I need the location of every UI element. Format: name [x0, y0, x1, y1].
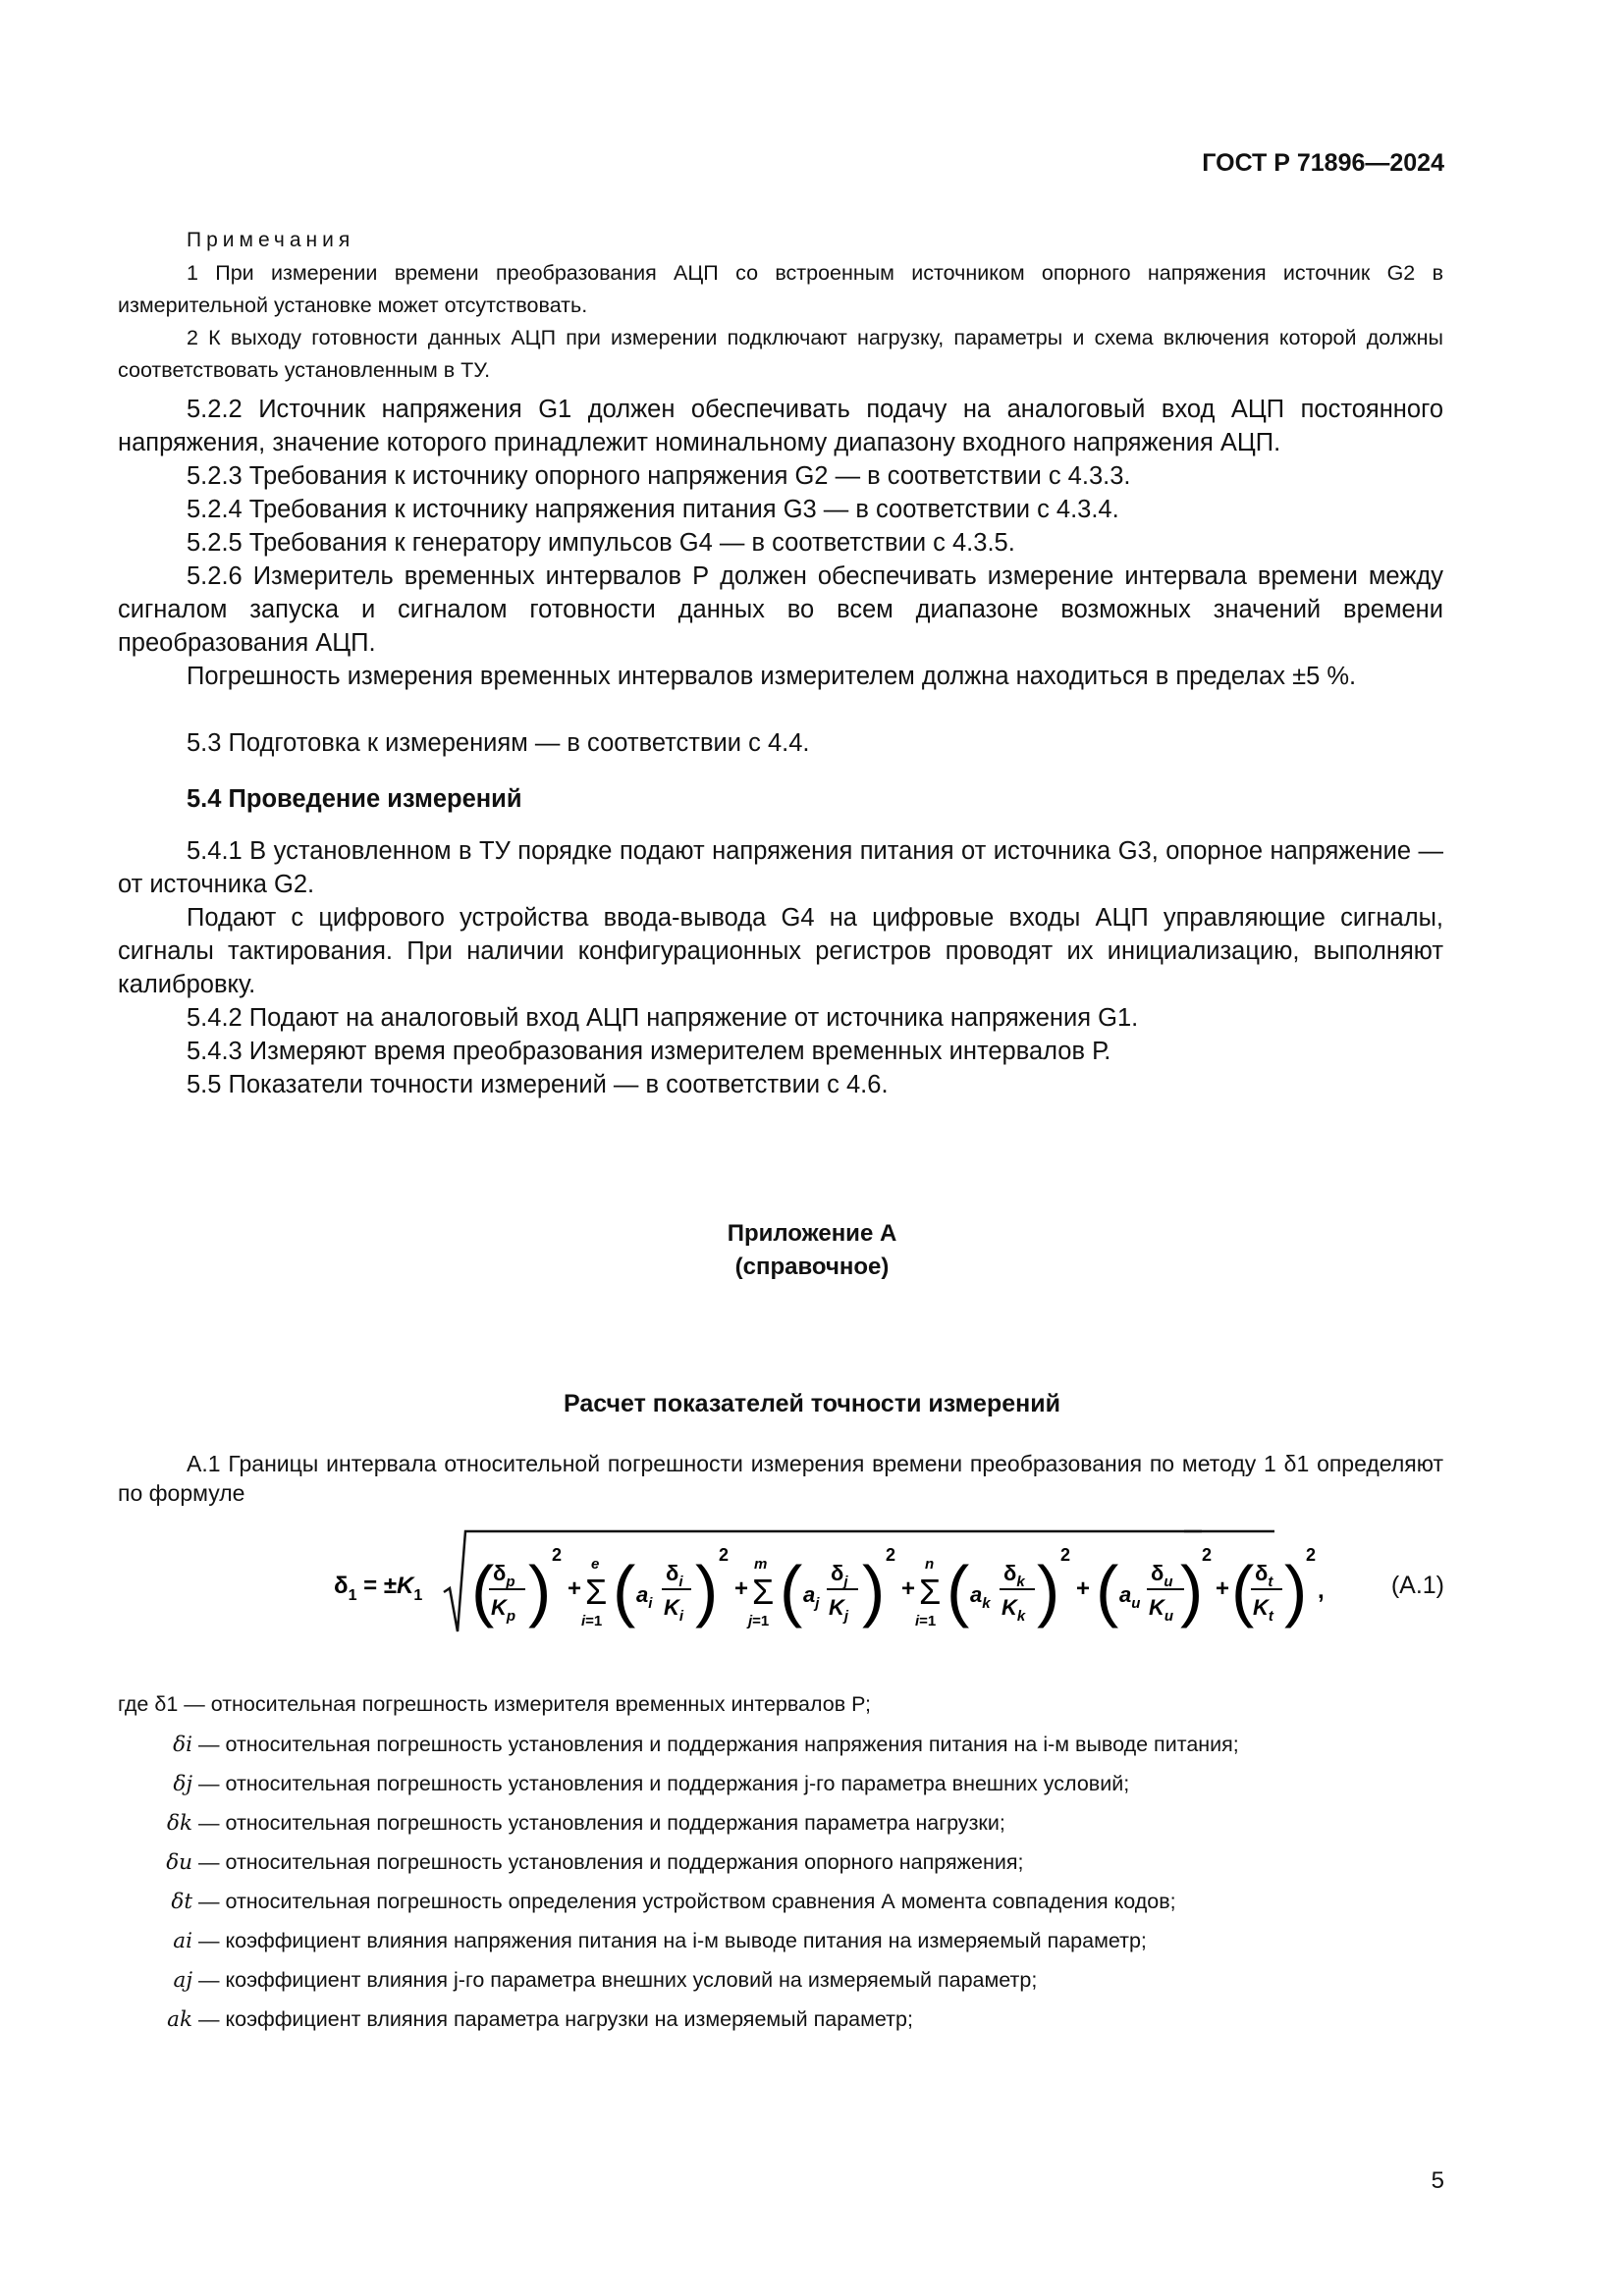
section-heading-5-4: 5.4 Проведение измерений	[187, 785, 522, 813]
legend-item: ak — коэффициент влияния параметра нагрузки на измеряемый параметр;	[167, 2007, 913, 2032]
svg-text:2: 2	[552, 1545, 563, 1565]
paragraph-5-2-6-accuracy: Погрешность измерения временных интервалов измерителем должна находиться в пределах ±5 %.	[187, 663, 1357, 690]
legend-item: δj — относительная погрешность установления и поддержания j-го параметра внешних условий;	[173, 1772, 1130, 1796]
svg-text:e: e	[591, 1556, 600, 1573]
svg-text:Kk: $K_k$	[1001, 1595, 1026, 1625]
notes-title: Примечания	[187, 229, 355, 251]
paragraph-5-4-3: 5.4.3 Измеряют время преобразования измерителем временных интервалов Р.	[187, 1038, 1111, 1065]
legend-item: ai — коэффициент влияния напряжения питания на i-м выводе питания на измеряемый параметр;	[173, 1929, 1147, 1953]
paragraph-5-2-4: 5.2.4 Требования к источнику напряжения питания G3 — в соответствии с 4.3.4.	[187, 496, 1119, 523]
svg-text:(: (	[471, 1552, 495, 1629]
svg-text:): )	[1284, 1552, 1308, 1629]
svg-text:+: +	[1216, 1575, 1230, 1602]
paragraph-5-2-2: 5.2.2 Источник напряжения G1 должен обеспечивать подачу на аналоговый вход АЦП постоянного напряжения, значение которого принадлежит номинальному диапазону входного напряжения АЦП.	[118, 396, 1443, 456]
note-1: 1 При измерении времени преобразования АЦП со встроенным источником опорного напряжения источник G2 в измерительной установке может отсутствовать.	[118, 261, 1443, 317]
svg-text:+: +	[901, 1575, 916, 1602]
svg-text:2: 2	[719, 1545, 730, 1565]
legend-item: δi — относительная погрешность установления и поддержания напряжения питания на i-м выводе питания;	[173, 1733, 1239, 1757]
svg-text:2: 2	[1306, 1545, 1317, 1565]
formula-lhs: $\delta_1 = \pm K_1$	[334, 1573, 423, 1604]
svg-text:): )	[1037, 1552, 1060, 1629]
legend-item: δt — относительная погрешность определения устройством сравнения А момента совпадения кодов;	[171, 1890, 1176, 1914]
svg-text:m: m	[754, 1556, 768, 1573]
legend-item: δu — относительная погрешность установления и поддержания опорного напряжения;	[166, 1850, 1024, 1875]
svg-text:δu: $\delta_u$	[1151, 1561, 1173, 1590]
appendix-title: Приложение А	[727, 1220, 897, 1247]
svg-text:i=1: i=1	[581, 1613, 603, 1629]
paragraph-a1: А.1 Границы интервала относительной погрешности измерения времени преобразования по методу 1 δ1 определяют по формуле	[118, 1451, 1443, 1506]
paragraph-5-4-2: 5.4.2 Подают на аналоговый вход АЦП напряжение от источника напряжения G1.	[187, 1004, 1139, 1032]
paragraph-5-4-1: 5.4.1 В установленном в ТУ порядке подают напряжения питания от источника G3, опорное напряжение — от источника G2.	[118, 837, 1443, 898]
legend-item: aj — коэффициент влияния j-го параметра внешних условий на измеряемый параметр;	[173, 1968, 1038, 1993]
svg-text:2: 2	[1060, 1545, 1071, 1565]
svg-text:(: (	[613, 1552, 636, 1629]
svg-text:(: (	[947, 1552, 970, 1629]
svg-text:): )	[862, 1552, 886, 1629]
svg-text:i=1: i=1	[915, 1613, 937, 1629]
equation-number: (А.1)	[1390, 1572, 1444, 1599]
svg-text:Ku: $K_u$	[1149, 1595, 1174, 1625]
legend-item: δk — относительная погрешность установления и поддержания параметра нагрузки;	[167, 1811, 1005, 1836]
term-dp: $\delta_p$	[493, 1561, 515, 1590]
svg-text:(: (	[1231, 1552, 1255, 1629]
note-2: 2 К выходу готовности данных АЦП при измерении подключают нагрузку, параметры и схема включения которой должны соответствовать установленным в ТУ.	[118, 326, 1443, 382]
paragraph-5-2-6: 5.2.6 Измеритель временных интервалов Р должен обеспечивать измерение интервала времени между сигналом запуска и сигналом готовности данных во всем диапазоне возможных значений времени преобразования АЦП.	[118, 562, 1443, 657]
svg-text:): )	[528, 1552, 552, 1629]
paragraph-5-5: 5.5 Показатели точности измерений — в соответствии с 4.6.	[187, 1071, 889, 1098]
svg-text:): )	[1180, 1552, 1204, 1629]
paragraph-5-4-1-signals: Подают с цифрового устройства ввода-вывода G4 на цифровые входы АЦП управляющие сигналы, сигналы тактирования. При наличии конфигурационных регистров проводят их инициализацию, выполняют калибровку.	[118, 904, 1443, 998]
svg-text:Ki: $K_i$	[664, 1595, 684, 1625]
document-code: ГОСТ Р 71896—2024	[1202, 149, 1444, 177]
formula-a1	[334, 1523, 1218, 1651]
svg-text:+: +	[568, 1575, 582, 1602]
svg-text:(: (	[780, 1552, 803, 1629]
svg-text:δi: $\delta_i$	[666, 1561, 683, 1590]
paragraph-5-2-3: 5.2.3 Требования к источнику опорного напряжения G2 — в соответствии с 4.3.3.	[187, 462, 1131, 490]
svg-text:j=1: j=1	[748, 1613, 770, 1629]
svg-text:,: ,	[1318, 1577, 1325, 1604]
svg-text:Kt: $K_t$	[1253, 1595, 1273, 1625]
svg-text:Σ: Σ	[585, 1572, 608, 1612]
legend-lead: где δ1 — относительная погрешность измерителя временных интервалов Р;	[118, 1692, 871, 1716]
svg-text:δk: $\delta_k$	[1003, 1561, 1025, 1590]
svg-text:): )	[695, 1552, 719, 1629]
svg-text:Σ: Σ	[919, 1572, 942, 1612]
svg-text:δj: $\delta_j$	[831, 1561, 848, 1590]
appendix-subtitle: (справочное)	[734, 1254, 890, 1280]
svg-text:2: 2	[1202, 1545, 1213, 1565]
formula-a1-tail	[1180, 1523, 1331, 1651]
svg-text:Σ: Σ	[752, 1572, 775, 1612]
svg-text:δt: $\delta_t$	[1255, 1561, 1273, 1590]
appendix-heading: Расчет показателей точности измерений	[564, 1390, 1060, 1417]
svg-text:aj: $a_j$	[803, 1582, 820, 1612]
svg-text:Kj: $K_j$	[829, 1595, 849, 1625]
svg-text:Kp: $K_p$	[491, 1595, 516, 1625]
paragraph-5-3: 5.3 Подготовка к измерениям — в соответствии с 4.4.	[187, 729, 810, 757]
svg-text:n: n	[925, 1556, 935, 1573]
page-number: 5	[1431, 2167, 1444, 2194]
svg-text:+: +	[734, 1575, 749, 1602]
svg-text:ai: $a_i$	[636, 1582, 653, 1612]
svg-text:+: +	[1076, 1575, 1091, 1602]
svg-text:2: 2	[886, 1545, 896, 1565]
svg-text:(: (	[1096, 1552, 1119, 1629]
paragraph-5-2-5: 5.2.5 Требования к генератору импульсов G4 — в соответствии с 4.3.5.	[187, 529, 1015, 557]
svg-text:au: $a_u$	[1119, 1582, 1141, 1612]
svg-text:ak: $a_k$	[970, 1582, 991, 1612]
